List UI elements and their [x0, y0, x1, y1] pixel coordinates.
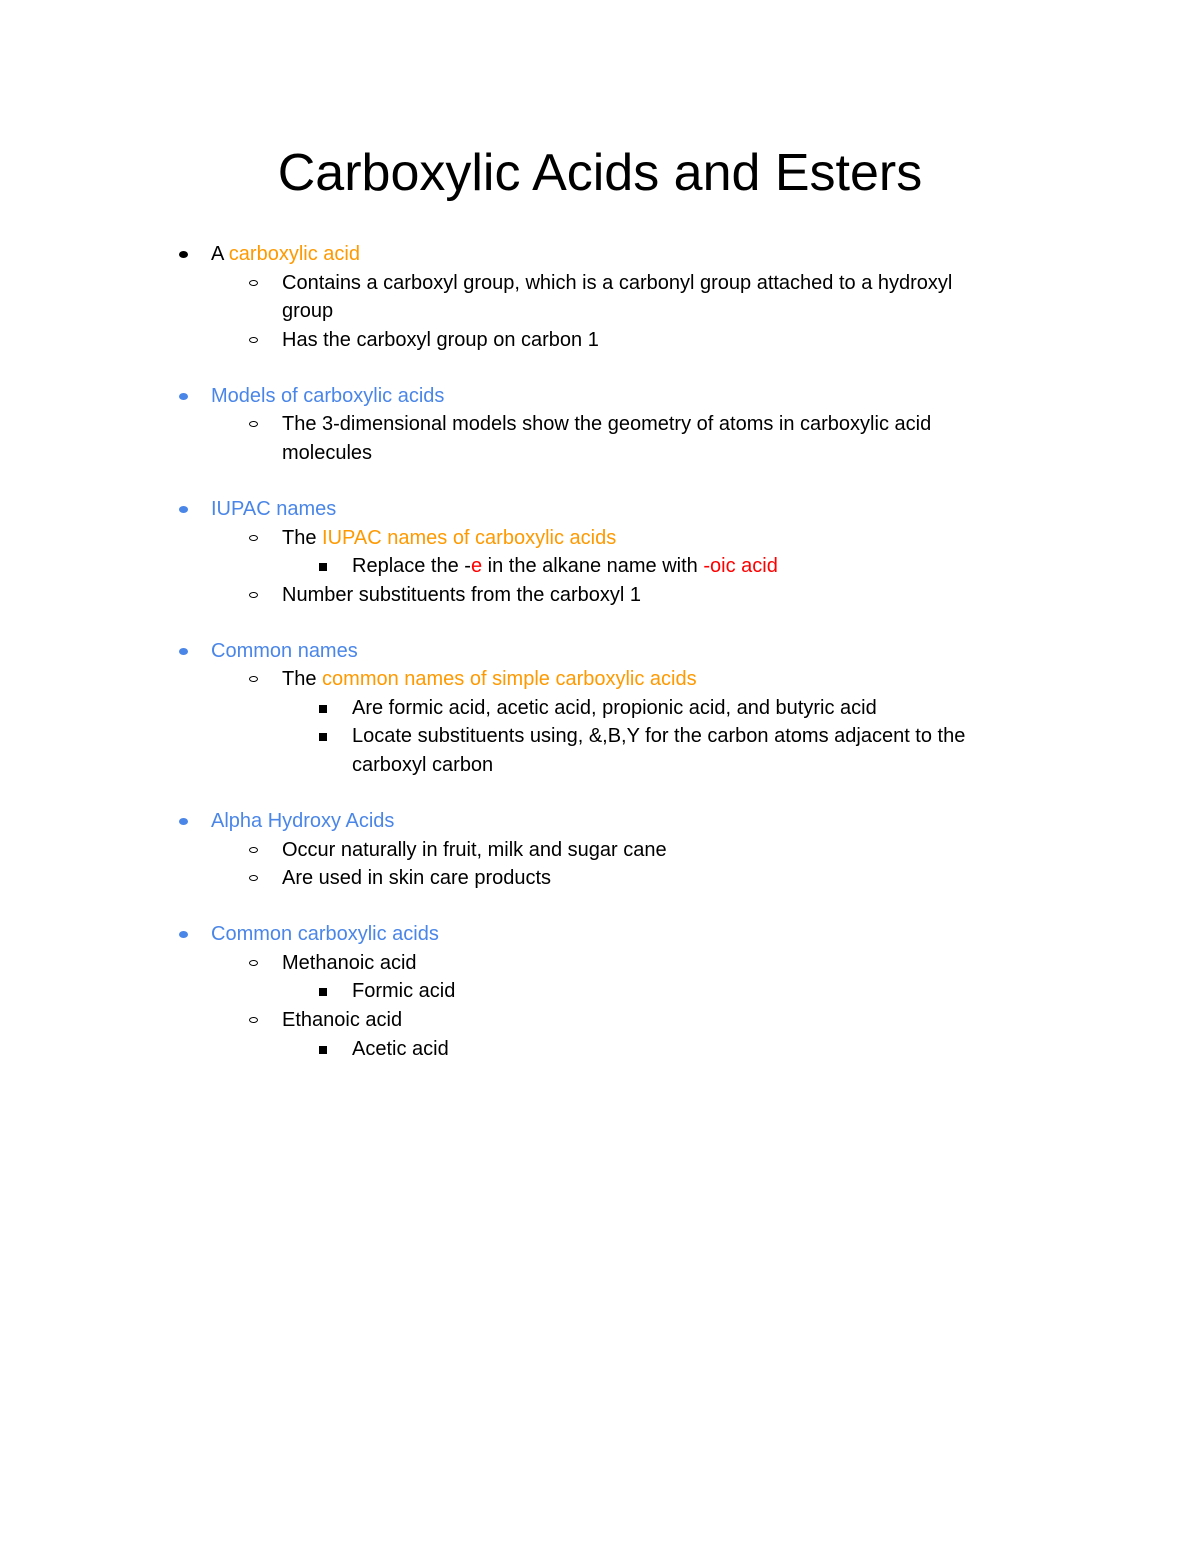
- bullet-circle-icon: [249, 535, 258, 541]
- sub-item-text: Occur naturally in fruit, milk and sugar cane: [282, 838, 667, 861]
- carboxylic-acid-link[interactable]: carboxylic acid: [228, 243, 360, 265]
- common-carboxylic-acids-link[interactable]: Common carboxylic acids: [211, 923, 439, 946]
- text-part: in the alkane name with: [482, 555, 704, 578]
- sub-sub-item: [0, 977, 1200, 1006]
- sub-sub-item-text: Formic acid: [352, 980, 456, 1003]
- list-item-common-carboxylic-acids: [0, 920, 1200, 949]
- sub-item-text: group: [282, 300, 334, 323]
- spacer: [0, 609, 1200, 636]
- bullet-square-icon: [319, 1046, 327, 1054]
- list-item-common-names: [0, 637, 1200, 666]
- sub-item: [0, 581, 1200, 610]
- bullet-circle-icon: [249, 960, 258, 966]
- sub-sub-item-text: carboxyl carbon: [352, 754, 494, 777]
- bullet-square-icon: [319, 733, 327, 741]
- bullet-dot-icon: [179, 506, 188, 513]
- bullet-dot-icon: [179, 818, 188, 825]
- bullet-dot-icon: [179, 931, 188, 938]
- sub-sub-item-continuation: [0, 751, 1200, 780]
- sub-item: [0, 524, 1200, 553]
- sub-sub-item-text: Locate substituents using, &,B,Y for the carbon atoms adjacent to the: [352, 725, 966, 748]
- sub-item: [0, 864, 1200, 893]
- bullet-circle-icon: [249, 280, 258, 286]
- sub-sub-item: [0, 694, 1200, 723]
- bullet-dot-icon: [179, 251, 188, 258]
- bullet-dot-icon: [179, 393, 188, 400]
- bullet-circle-icon: [249, 847, 258, 853]
- sub-item-text: Has the carboxyl group on carbon 1: [282, 328, 599, 351]
- sub-sub-item-text: Are formic acid, acetic acid, propionic acid, and butyric acid: [352, 696, 877, 719]
- spacer: [0, 780, 1200, 807]
- iupac-names-of-carboxylic-acids-link[interactable]: IUPAC names of carboxylic acids: [322, 526, 617, 549]
- bullet-square-icon: [319, 705, 327, 713]
- sub-item-continuation: [0, 439, 1200, 468]
- bullet-circle-icon: [249, 1017, 258, 1023]
- sub-item: [0, 1006, 1200, 1035]
- sub-item-text: Methanoic acid: [282, 951, 417, 974]
- text-part: Replace the -: [352, 555, 471, 578]
- iupac-names-link[interactable]: IUPAC names: [211, 497, 337, 520]
- spacer: [0, 354, 1200, 381]
- sub-sub-item: [0, 722, 1200, 751]
- suffix-e: e: [470, 555, 483, 578]
- sub-item: [0, 949, 1200, 978]
- sub-item-text: Number substituents from the carboxyl 1: [282, 583, 642, 606]
- sub-sub-item-text: Acetic acid: [352, 1037, 449, 1060]
- list-item-models: [0, 382, 1200, 411]
- sub-item-text: molecules: [282, 441, 373, 464]
- sub-item-prefix: The: [282, 526, 323, 549]
- bullet-circle-icon: [249, 592, 258, 598]
- common-names-link[interactable]: Common names: [211, 639, 358, 662]
- common-names-simple-acids-link[interactable]: common names of simple carboxylic acids: [322, 668, 697, 691]
- bullet-square-icon: [319, 563, 327, 571]
- notes-list: [0, 240, 1200, 1063]
- sub-sub-item: [0, 552, 1200, 581]
- models-link[interactable]: Models of carboxylic acids: [211, 384, 445, 407]
- sub-item: [0, 326, 1200, 355]
- sub-item-continuation: [0, 297, 1200, 326]
- alpha-hydroxy-acids-link[interactable]: Alpha Hydroxy Acids: [211, 810, 395, 833]
- item-prefix: A: [211, 243, 229, 265]
- sub-item-prefix: The: [282, 668, 323, 691]
- sub-item: [0, 836, 1200, 865]
- sub-item-text: Contains a carboxyl group, which is a carbonyl group attached to a hydroxyl: [282, 271, 953, 294]
- sub-item: [0, 269, 1200, 298]
- bullet-circle-icon: [249, 337, 258, 343]
- sub-item-text: The 3-dimensional models show the geometry of atoms in carboxylic acid: [282, 413, 932, 436]
- list-item-carboxylic-acid: [0, 240, 1200, 269]
- list-item-iupac: [0, 495, 1200, 524]
- sub-item-text: Are used in skin care products: [282, 867, 552, 890]
- page-title: Carboxylic Acids and Esters: [277, 144, 923, 202]
- bullet-circle-icon: [249, 421, 258, 427]
- sub-item: [0, 410, 1200, 439]
- spacer: [0, 893, 1200, 920]
- sub-sub-item: [0, 1035, 1200, 1064]
- spacer: [0, 468, 1200, 495]
- suffix-oic-acid: -oic acid: [703, 555, 778, 578]
- bullet-circle-icon: [249, 875, 258, 881]
- list-item-alpha-hydroxy: [0, 807, 1200, 836]
- bullet-dot-icon: [179, 648, 188, 655]
- sub-item: [0, 665, 1200, 694]
- sub-item-text: Ethanoic acid: [282, 1009, 403, 1032]
- bullet-circle-icon: [249, 676, 258, 682]
- bullet-square-icon: [319, 988, 327, 996]
